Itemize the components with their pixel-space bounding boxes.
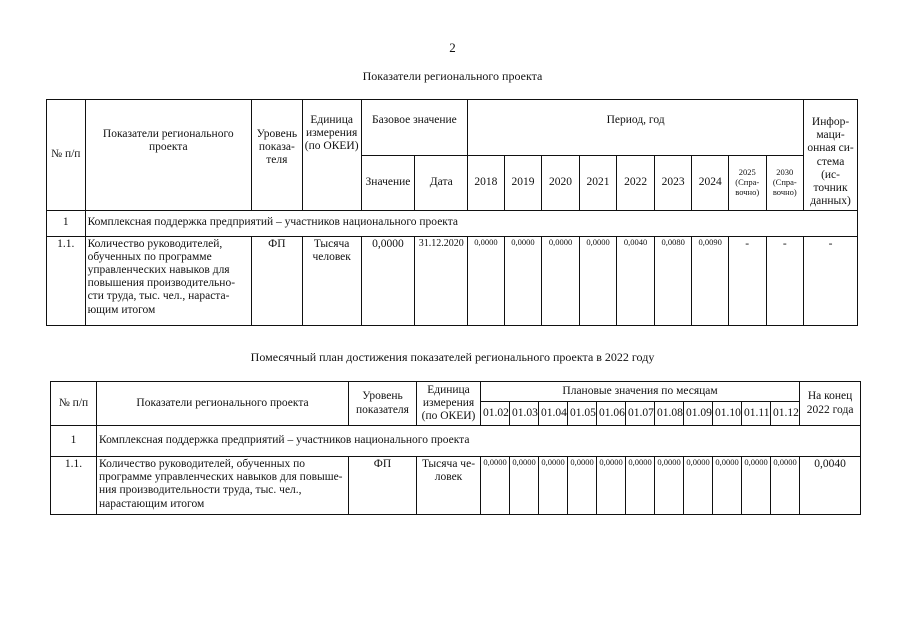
monthly-plan-table (50, 381, 861, 515)
t2-row-value: 0,0000 (539, 457, 568, 515)
t1-header-name: Показатели регионального проекта (85, 100, 251, 211)
t2-row-value: 0,0000 (481, 457, 510, 515)
t2-row-value: 0,0000 (771, 457, 800, 515)
t2-row-value: 0,0000 (568, 457, 597, 515)
t2-row-value: 0,0000 (626, 457, 655, 515)
t1-row-value: 0,0040 (617, 236, 655, 325)
t2-header-name: Показатели регионального проекта (97, 382, 349, 426)
t1-header-num: № п/п (47, 100, 86, 211)
t2-header-month: 01.03 (510, 402, 539, 426)
t1-row-value: - (728, 236, 766, 325)
t2-header-month: 01.04 (539, 402, 568, 426)
t2-header-month: 01.06 (597, 402, 626, 426)
t1-header-year: 2022 (617, 155, 655, 210)
t1-row-value: 0,0000 (468, 236, 505, 325)
t1-section-title: Комплексная поддержка предприятий – участников национального проекта (85, 210, 857, 236)
t1-header-year: 2019 (504, 155, 542, 210)
t1-row-value: 0,0090 (692, 236, 729, 325)
t1-header-base: Базовое значение (361, 100, 468, 156)
t2-header-num: № п/п (51, 382, 97, 426)
t1-header-year: 2030 (Спра-вочно) (766, 155, 804, 210)
t2-header-month: 01.12 (771, 402, 800, 426)
t2-header-month: 01.08 (655, 402, 684, 426)
t1-row-value: 0,0080 (654, 236, 692, 325)
t2-header-plan: Плановые значения по месяцам (481, 382, 800, 402)
indicators-table (46, 99, 858, 326)
t1-header-unit: Единица измерения (по ОКЕИ) (302, 100, 361, 211)
t1-row-info: - (804, 236, 858, 325)
t1-header-period: Период, год (468, 100, 804, 156)
t1-header-info: Инфор-маци-онная си-стема (ис-точник данных) (804, 100, 858, 211)
t2-header-level: Уровень показателя (349, 382, 417, 426)
t1-header-base-value: Значение (361, 155, 415, 210)
t2-row-value: 0,0000 (684, 457, 713, 515)
t1-section-num: 1 (47, 210, 86, 236)
t1-row-base-date: 31.12.2020 (415, 236, 468, 325)
t1-row-value: 0,0000 (504, 236, 542, 325)
table1-title: Показатели регионального проекта (362, 69, 543, 83)
t1-header-level: Уровень показа-теля (252, 100, 303, 211)
t1-row-level: ФП (252, 236, 303, 325)
t1-header-year: 2020 (542, 155, 580, 210)
t1-row-unit: Тысяча человек (302, 236, 361, 325)
t1-header-year: 2021 (579, 155, 617, 210)
t2-row-value: 0,0000 (713, 457, 742, 515)
t2-row-level: ФП (349, 457, 417, 515)
t1-row-name: Количество руководителей, обученных по программе управленческих навыков для повышения производительно-сти труда, тыс. чел., нараста-ющим итогом (85, 236, 251, 325)
table2-title: Помесячный план достижения показателей регионального проекта в 2022 году (250, 350, 655, 364)
t2-row-value: 0,0000 (655, 457, 684, 515)
t2-header-unit: Единица измерения (по ОКЕИ) (417, 382, 481, 426)
t2-header-month: 01.02 (481, 402, 510, 426)
t2-row-end: 0,0040 (800, 457, 861, 515)
t2-row-value: 0,0000 (597, 457, 626, 515)
t1-row-num: 1.1. (47, 236, 86, 325)
t2-row-unit: Тысяча че-ловек (417, 457, 481, 515)
t2-row-num: 1.1. (51, 457, 97, 515)
t2-row-value: 0,0000 (510, 457, 539, 515)
t2-header-month: 01.09 (684, 402, 713, 426)
t2-header-month: 01.07 (626, 402, 655, 426)
t1-row-value: - (766, 236, 804, 325)
t2-header-month: 01.10 (713, 402, 742, 426)
t1-row-value: 0,0000 (542, 236, 580, 325)
t2-header-month: 01.11 (742, 402, 771, 426)
t1-header-year: 2018 (468, 155, 505, 210)
t1-header-year: 2025 (Спра-вочно) (728, 155, 766, 210)
page-number: 2 (449, 40, 456, 55)
t1-row-base-value: 0,0000 (361, 236, 415, 325)
t1-header-year: 2023 (654, 155, 692, 210)
t2-row-value: 0,0000 (742, 457, 771, 515)
t2-row-name: Количество руководителей, обученных по программе управленческих навыков для повыше-ния производительности труда, тыс. чел., нарастающим итогом (97, 457, 349, 515)
t1-row-value: 0,0000 (579, 236, 617, 325)
t2-header-month: 01.05 (568, 402, 597, 426)
t1-header-year: 2024 (692, 155, 729, 210)
t2-section-num: 1 (51, 426, 97, 457)
t1-header-base-date: Дата (415, 155, 468, 210)
t2-section-title: Комплексная поддержка предприятий – участников национального проекта (97, 426, 861, 457)
t2-header-end: На конец 2022 года (800, 382, 861, 426)
